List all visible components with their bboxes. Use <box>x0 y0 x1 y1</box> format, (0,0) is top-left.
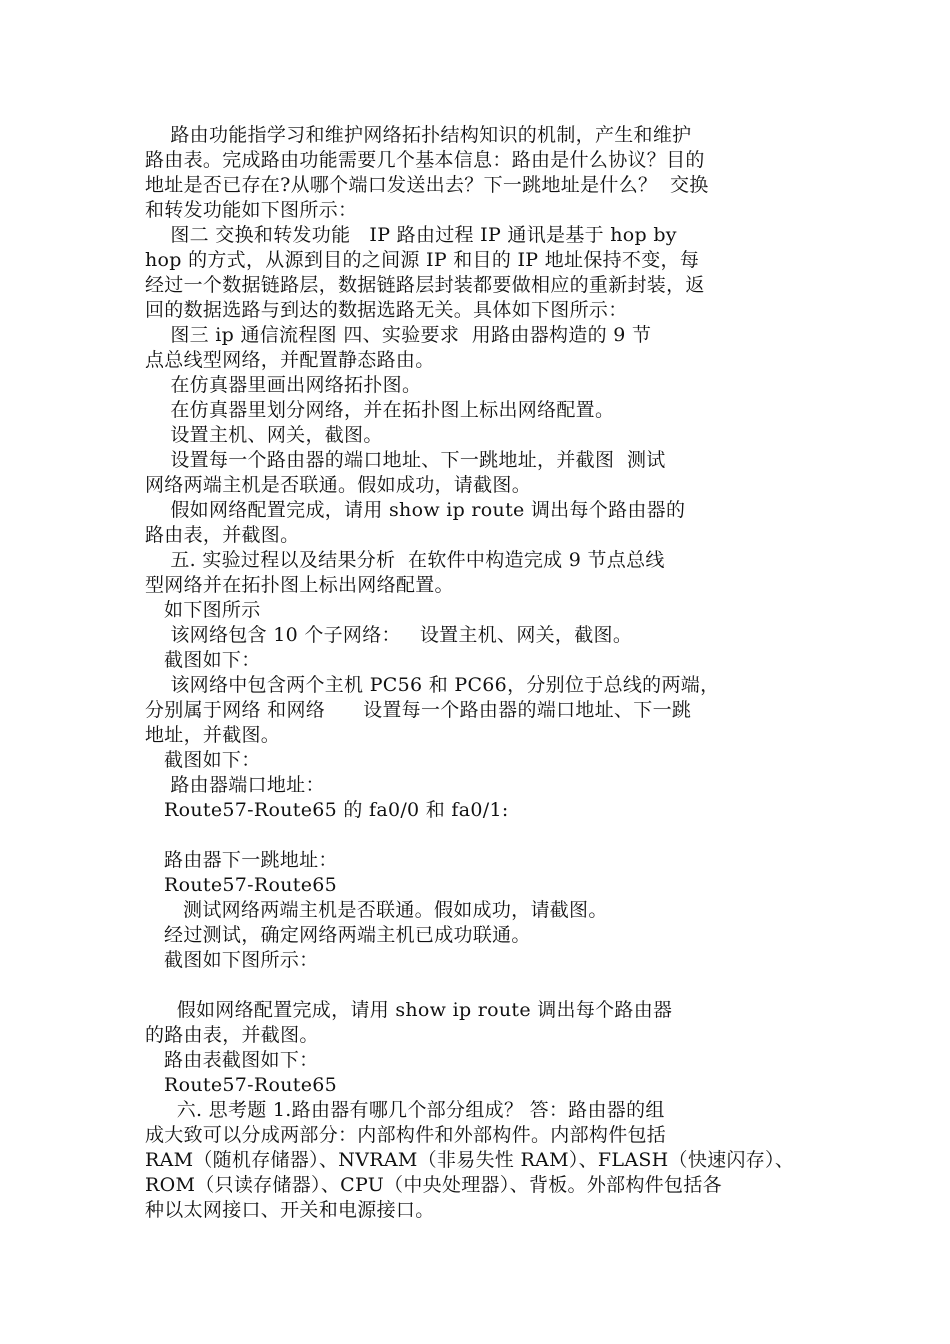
text-line: 点总线型网络，并配置静态路由。 <box>145 349 435 371</box>
text-line: 分别属于网络 和网络 设置每一个路由器的端口地址、下一跳 <box>145 699 692 721</box>
text-line: ROM（只读存储器）、CPU（中央处理器）、背板。外部构件包括各 <box>145 1174 722 1196</box>
text-line: 路由表截图如下： <box>145 1049 319 1071</box>
text-line: 和转发功能如下图所示： <box>145 199 358 221</box>
text-line: 型网络并在拓扑图上标出网络配置。 <box>145 574 454 596</box>
text-line: 经过一个数据链路层，数据链路层封装都要做相应的重新封装，返 <box>145 274 705 296</box>
text-line: hop 的方式，从源到目的之间源 IP 和目的 IP 地址保持不变，每 <box>145 249 700 271</box>
text-line: 如下图所示 <box>145 599 261 621</box>
text-line: Route57-Route65 <box>145 1074 338 1096</box>
text-line: 种以太网接口、开关和电源接口。 <box>145 1199 435 1221</box>
text-line: 假如网络配置完成，请用 show ip route 调出每个路由器 <box>145 999 673 1021</box>
text-line: 截图如下图所示： <box>145 949 319 971</box>
text-line: 网络两端主机是否联通。假如成功，请截图。 <box>145 474 532 496</box>
text-line: 成大致可以分成两部分：内部构件和外部构件。内部构件包括 <box>145 1124 667 1146</box>
text-line: 该网络包含 10 个子网络： 设置主机、网关，截图。 <box>145 624 633 646</box>
text-line: 该网络中包含两个主机 PC56 和 PC66，分别位于总线的两端， <box>145 674 720 696</box>
text-line: 测试网络两端主机是否联通。假如成功，请截图。 <box>145 899 608 921</box>
text-line: 在仿真器里画出网络拓扑图。 <box>145 374 422 396</box>
text-line: 截图如下： <box>145 649 261 671</box>
text-line: 经过测试，确定网络两端主机已成功联通。 <box>145 924 531 946</box>
text-line: 五. 实验过程以及结果分析 在软件中构造完成 9 节点总线 <box>145 549 665 571</box>
text-line: RAM（随机存储器）、NVRAM（非易失性 RAM）、FLASH（快速闪存）、 <box>145 1149 795 1171</box>
text-line: 假如网络配置完成，请用 show ip route 调出每个路由器的 <box>145 499 686 521</box>
text-line: 在仿真器里划分网络，并在拓扑图上标出网络配置。 <box>145 399 615 421</box>
text-line: 的路由表，并截图。 <box>145 1024 319 1046</box>
text-line: Route57-Route65 <box>145 874 338 896</box>
text-line: 地址，并截图。 <box>145 724 281 746</box>
text-line: 路由表。完成路由功能需要几个基本信息：路由是什么协议？目的 <box>145 149 705 171</box>
text-line: 路由功能指学习和维护网络拓扑结构知识的机制，产生和维护 <box>145 124 692 146</box>
text-line: 地址是否已存在?从哪个端口发送出去？下一跳地址是什么？ 交换 <box>145 174 709 196</box>
text-line: 路由器下一跳地址： <box>145 849 338 871</box>
text-line: 回的数据选路与到达的数据选路无关。具体如下图所示： <box>145 299 628 321</box>
text-line: 截图如下： <box>145 749 261 771</box>
text-line: 路由器端口地址： <box>145 774 325 796</box>
text-line: 六. 思考题 1.路由器有哪几个部分组成？ 答：路由器的组 <box>145 1099 665 1121</box>
text-line: 图二 交换和转发功能 IP 路由过程 IP 通讯是基于 hop by <box>145 224 677 246</box>
text-line: 设置每一个路由器的端口地址、下一跳地址，并截图 测试 <box>145 449 666 471</box>
text-line: 设置主机、网关，截图。 <box>145 424 383 446</box>
text-line: 路由表，并截图。 <box>145 524 300 546</box>
text-line: Route57-Route65 的 fa0/0 和 fa0/1: <box>145 799 509 821</box>
text-line: 图三 ip 通信流程图 四、实验要求 用路由器构造的 9 节 <box>145 324 652 346</box>
